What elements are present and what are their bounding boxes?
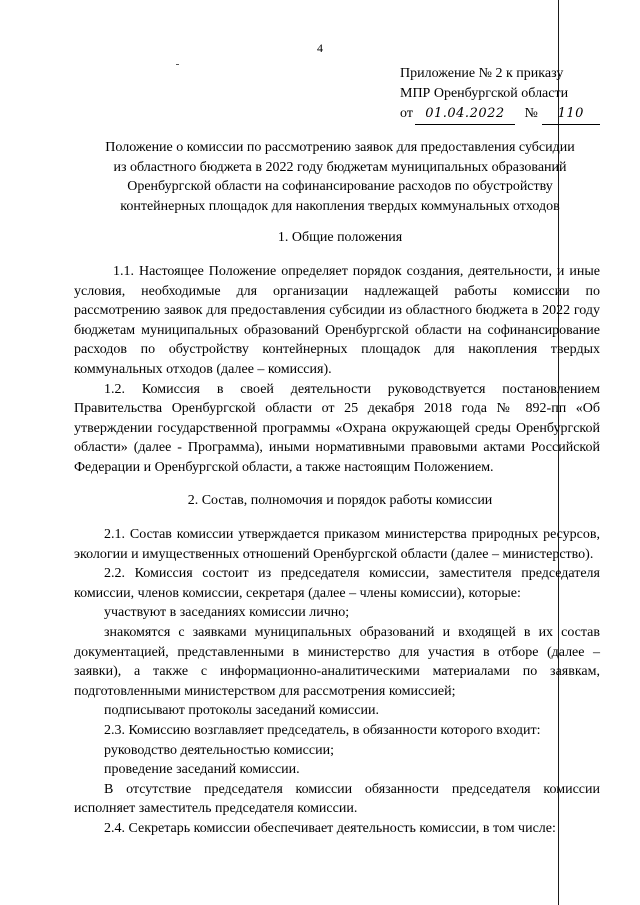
- title-line-1: Положение о комиссии по рассмотрению заявок для предоставления субсидии: [105, 140, 575, 155]
- section-1-body: [74, 262, 600, 478]
- paragraph-2-2-item-2: знакомятся с заявками муниципальных образований и входящей в их состав документацией, представленными в министерство для участия в отборе (далее – заявки), а также с информационно-аналитическими материалами по заявкам, подготовленными министерством для рассмотрения комиссией;: [74, 624, 600, 699]
- paragraph-2-2-item-3: подписывают протоколы заседаний комиссии.: [104, 703, 379, 719]
- appendix-from-label: от: [400, 106, 413, 121]
- appendix-line-3: [400, 104, 600, 125]
- paragraph-2-3-item-1: руководство деятельностью комиссии;: [104, 742, 334, 758]
- section-2-heading: 2. Состав, полномочия и порядок работы комиссии: [187, 493, 493, 508]
- title-line-3: Оренбургской области на софинансирование расходов по обустройству: [127, 179, 553, 194]
- document-title: [70, 138, 610, 216]
- section-2-body: [74, 525, 600, 839]
- page-number: 4: [317, 41, 323, 55]
- appendix-line-1: Приложение № 2 к приказу: [400, 66, 564, 81]
- scan-mark: [176, 64, 179, 65]
- paragraph-2-1: 2.1. Состав комиссии утверждается приказом министерства природных ресурсов, экологии и имущественных отношений Оренбургской области (далее – министерство).: [74, 527, 600, 562]
- title-line-2: из областного бюджета в 2022 году бюджетам муниципальных образований: [113, 159, 567, 175]
- paragraph-2-3-item-2: проведение заседаний комиссии.: [104, 762, 300, 778]
- section-1-heading: 1. Общие положения: [277, 230, 403, 245]
- appendix-number-label: №: [524, 106, 538, 121]
- paragraph-1-2: 1.2. Комиссия в своей деятельности руководствуется постановлением Правительства Оренбургской области от 25 декабря 2018 года № 892-пп «Об утверждении государственной программы «Охрана окружающей среды Оренбургской области» (далее - Программа), иными нормативными правовыми актами Российской Федерации и Оренбургской области, а также настоящим Положением.: [74, 381, 600, 475]
- paragraph-2-4: 2.4. Секретарь комиссии обеспечивает деятельность комиссии, в том числе:: [104, 820, 556, 836]
- appendix-number: 110: [542, 104, 600, 125]
- appendix-date: 01.04.2022: [415, 104, 515, 125]
- paragraph-2-3-note: В отсутствие председателя комиссии обязанности председателя комиссии исполняет заместитель председателя комиссии.: [74, 781, 600, 817]
- paragraph-2-2: 2.2. Комиссия состоит из председателя комиссии, заместителя председателя комиссии, членов комиссии, секретаря (далее – члены комиссии), которые:: [74, 566, 600, 601]
- appendix-line-2: МПР Оренбургской области: [400, 86, 569, 101]
- title-line-4: контейнерных площадок для накопления твердых коммунальных отходов: [120, 198, 560, 214]
- paragraph-2-2-item-1: участвуют в заседаниях комиссии лично;: [104, 605, 350, 621]
- paragraph-2-3: 2.3. Комиссию возглавляет председатель, в обязанности которого входит:: [104, 722, 541, 738]
- appendix-block: [400, 64, 600, 125]
- paragraph-1-1: 1.1. Настоящее Положение определяет порядок создания, деятельности, и иные условия, необходимые для организации надлежащей работы комиссии по рассмотрению заявок для предоставления субсидии из областного бюджета в 2022 году бюджетам муниципальных образований Оренбургской области на софинансирование расходов по обустройству контейнерных площадок для накопления твердых коммунальных отходов (далее – комиссия).: [74, 264, 600, 377]
